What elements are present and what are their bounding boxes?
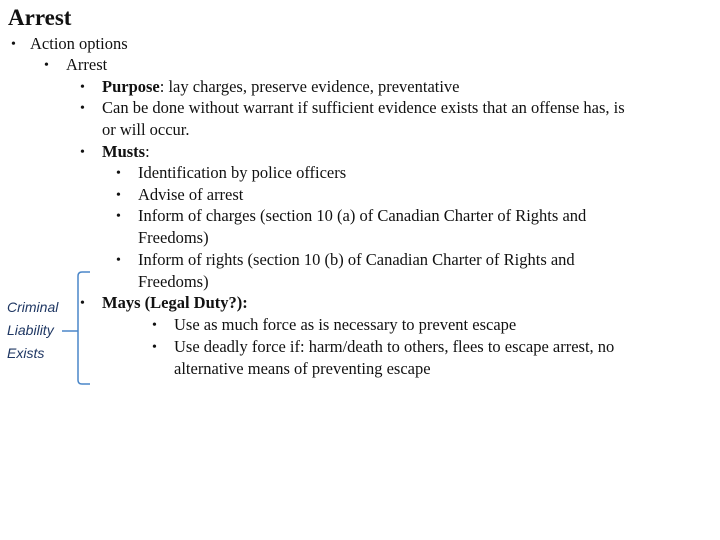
must-inform-rights-line1: Inform of rights (section 10 (b) of Canadian Charter of Rights and (138, 250, 575, 269)
bullet-icon: • (11, 37, 16, 52)
level1-action-options: Action options (30, 34, 128, 53)
bullet-icon: • (116, 166, 121, 181)
bullet-icon: • (80, 145, 85, 160)
bullet-icon: • (152, 318, 157, 333)
musts-colon: : (145, 142, 150, 161)
mays-label: Mays (Legal Duty?): (102, 293, 248, 312)
slide-title: Arrest (8, 5, 72, 30)
bullet-icon: • (116, 188, 121, 203)
bullet-icon: • (80, 80, 85, 95)
bullet-icon: • (116, 253, 121, 268)
must-inform-rights-line2: Freedoms) (138, 272, 209, 291)
must-advise: Advise of arrest (138, 185, 244, 204)
bullet-icon: • (80, 101, 85, 116)
may-deadly-force-line2: alternative means of preventing escape (174, 359, 431, 378)
level2-arrest: Arrest (66, 55, 108, 74)
bullet-icon: • (152, 340, 157, 355)
bullet-icon: • (80, 296, 85, 311)
purpose-text: : lay charges, preserve evidence, preventative (159, 77, 460, 96)
must-inform-charges-line2: Freedoms) (138, 228, 209, 247)
bullet-icon: • (116, 209, 121, 224)
may-force: Use as much force as is necessary to prevent escape (174, 315, 517, 334)
bracket-path (78, 272, 90, 384)
bullet-icon: • (44, 58, 49, 73)
must-identification: Identification by police officers (138, 163, 347, 182)
musts-label: Musts (102, 142, 146, 161)
annotation-exists: Exists (7, 345, 45, 361)
purpose-label: Purpose (102, 77, 160, 96)
must-inform-charges-line1: Inform of charges (section 10 (a) of Canadian Charter of Rights and (138, 206, 587, 225)
annotation-liability: Liability (7, 322, 54, 338)
warrant-item-line2: or will occur. (102, 120, 190, 139)
warrant-item-line1: Can be done without warrant if sufficient evidence exists that an offense has, is (102, 98, 625, 117)
annotation-criminal: Criminal (7, 299, 59, 315)
may-deadly-force-line1: Use deadly force if: harm/death to others, flees to escape arrest, no (174, 337, 615, 356)
